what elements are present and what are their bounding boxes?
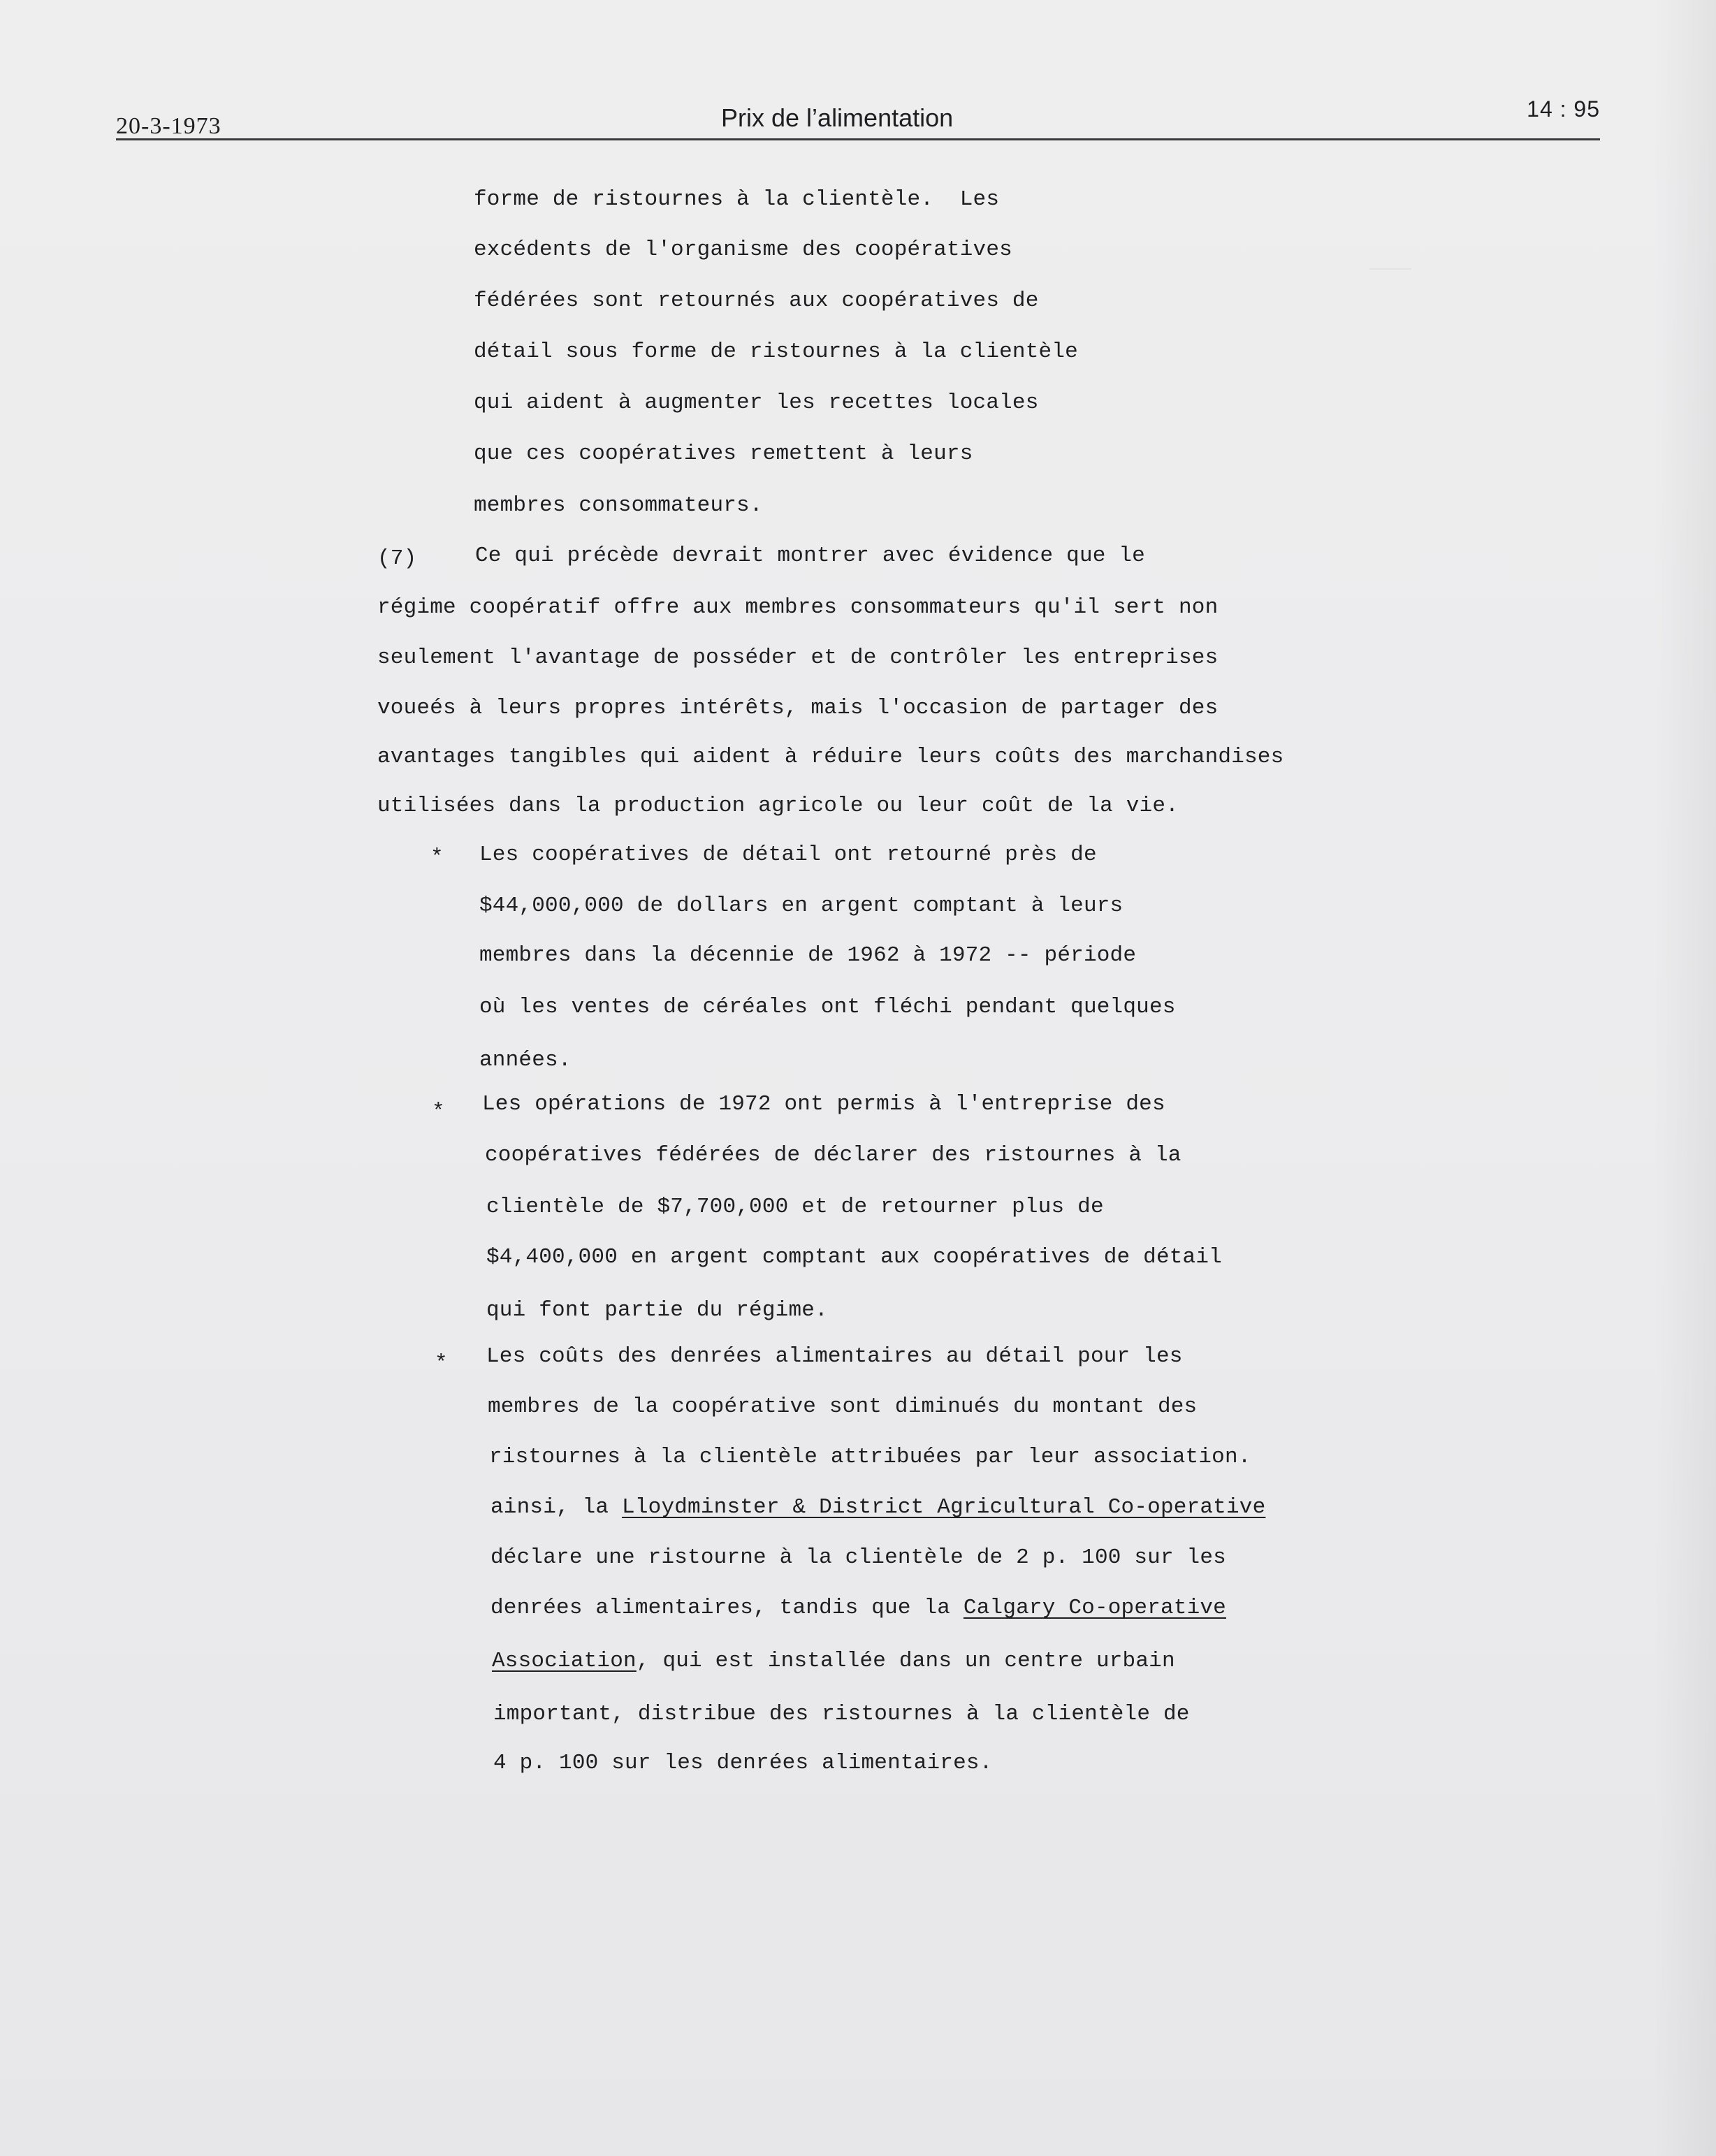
text-line: que ces coopératives remettent à leurs bbox=[474, 442, 973, 466]
text-line: seulement l'avantage de posséder et de contrôler les entreprises bbox=[377, 646, 1219, 670]
underlined-organization-name: Calgary Co-operative bbox=[963, 1596, 1226, 1620]
text-line: utilisées dans la production agricole ou leur coût de la vie. bbox=[377, 794, 1179, 818]
underlined-organization-name: Lloydminster & District Agricultural Co-operative bbox=[622, 1495, 1266, 1520]
text-line: régime coopératif offre aux membres consommateurs qu'il sert non bbox=[377, 595, 1219, 620]
text-line: fédérées sont retournés aux coopératives de bbox=[474, 289, 1039, 313]
text-line bbox=[492, 1649, 1175, 1674]
text-line: déclare une ristourne à la clientèle de 2 p. 100 sur les bbox=[490, 1545, 1226, 1570]
text-segment: denrées alimentaires, tandis que la bbox=[490, 1596, 964, 1620]
text-line: qui aident à augmenter les recettes locales bbox=[474, 391, 1039, 415]
text-line: avantages tangibles qui aident à réduire leurs coûts des marchandises bbox=[377, 745, 1284, 769]
page-header bbox=[116, 96, 1600, 140]
page-edge-shadow bbox=[1653, 0, 1716, 2156]
header-page-number: 14 : 95 bbox=[1527, 96, 1600, 122]
bullet-asterisk: * bbox=[430, 845, 444, 870]
text-line: ristournes à la clientèle attribuées par leur association. bbox=[489, 1445, 1251, 1469]
text-line: voueés à leurs propres intérêts, mais l'occasion de partager des bbox=[377, 696, 1219, 720]
text-line: qui font partie du régime. bbox=[486, 1298, 828, 1323]
underlined-organization-name: Association bbox=[492, 1649, 637, 1673]
text-line: membres consommateurs. bbox=[474, 493, 763, 518]
paragraph-number: (7) bbox=[377, 546, 417, 571]
text-line: membres dans la décennie de 1962 à 1972 -- période bbox=[479, 943, 1137, 968]
text-line: Ce qui précède devrait montrer avec évidence que le bbox=[475, 544, 1145, 568]
text-line: $44,000,000 de dollars en argent comptant à leurs bbox=[479, 894, 1124, 918]
text-line: 4 p. 100 sur les denrées alimentaires. bbox=[493, 1751, 993, 1775]
text-line: où les ventes de céréales ont fléchi pendant quelques bbox=[479, 995, 1176, 1019]
text-line: Les coûts des denrées alimentaires au détail pour les bbox=[486, 1344, 1183, 1369]
text-segment: , qui est installée dans un centre urbain bbox=[636, 1649, 1175, 1673]
header-date: 20-3-1973 bbox=[116, 113, 221, 139]
text-line: excédents de l'organisme des coopératives bbox=[474, 238, 1012, 262]
bullet-asterisk: * bbox=[432, 1100, 445, 1124]
text-line: Les opérations de 1972 ont permis à l'entreprise des bbox=[482, 1092, 1165, 1116]
header-title: Prix de l’alimentation bbox=[721, 103, 954, 132]
text-line: coopératives fédérées de déclarer des ristournes à la bbox=[485, 1143, 1181, 1167]
text-line: forme de ristournes à la clientèle. Les bbox=[474, 187, 1000, 212]
text-line: Les coopératives de détail ont retourné près de bbox=[479, 843, 1097, 867]
text-line bbox=[490, 1495, 1265, 1520]
text-line: détail sous forme de ristournes à la clientèle bbox=[474, 340, 1078, 364]
text-line: $4,400,000 en argent comptant aux coopératives de détail bbox=[486, 1245, 1222, 1269]
show-through-block bbox=[1369, 252, 1411, 270]
text-line: membres de la coopérative sont diminués du montant des bbox=[488, 1394, 1198, 1419]
bullet-asterisk: * bbox=[435, 1351, 448, 1376]
text-segment: ainsi, la bbox=[490, 1495, 623, 1520]
text-line bbox=[490, 1596, 1226, 1621]
text-line: clientèle de $7,700,000 et de retourner plus de bbox=[486, 1195, 1104, 1219]
text-line: années. bbox=[479, 1048, 572, 1072]
text-line: important, distribue des ristournes à la clientèle de bbox=[493, 1702, 1190, 1726]
